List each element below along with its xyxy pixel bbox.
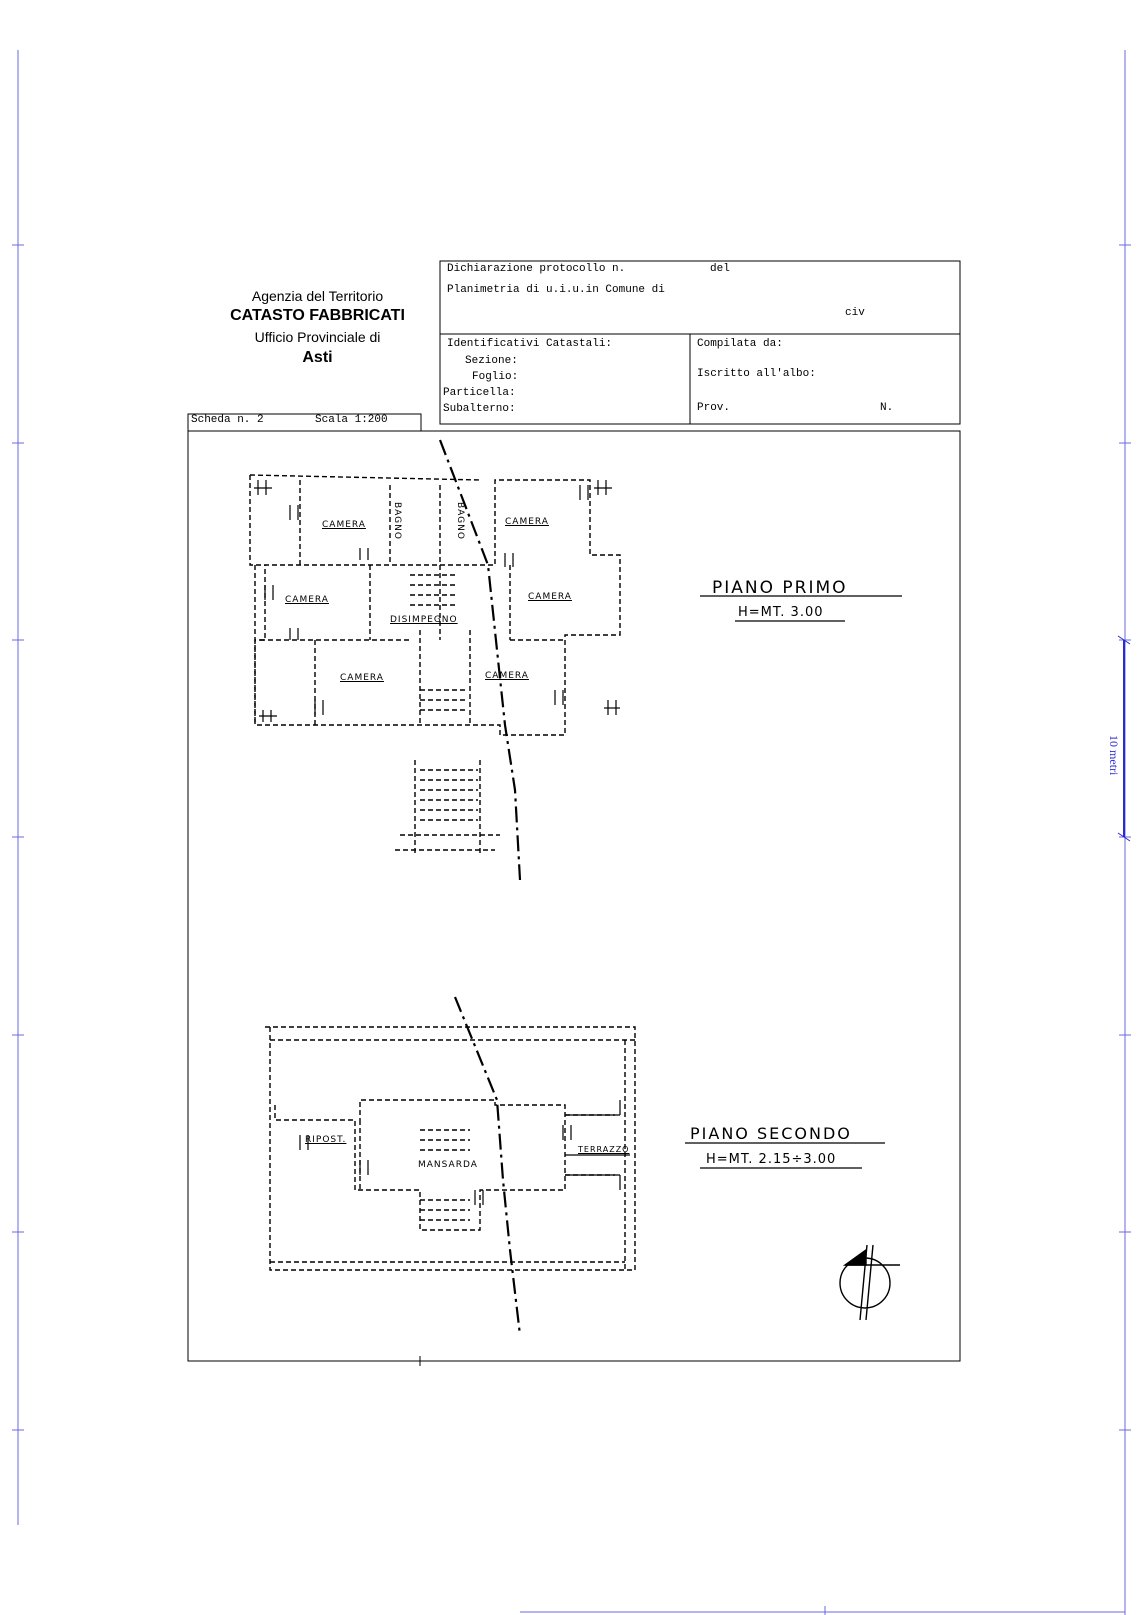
n-label: N. xyxy=(880,402,894,414)
ruler-label: 10 metri xyxy=(1107,735,1121,776)
room-label: CAMERA xyxy=(528,592,572,602)
room-label: BAGNO xyxy=(455,502,465,540)
particella-label: Particella: xyxy=(443,387,516,399)
floor-plan-primo xyxy=(250,475,620,855)
room-label: CAMERA xyxy=(505,517,549,527)
dichiarazione-label: Dichiarazione protocollo n. xyxy=(447,263,626,275)
compilata-label: Compilata da: xyxy=(697,338,783,350)
room-label: CAMERA xyxy=(340,673,384,683)
form-box xyxy=(188,261,960,1361)
foglio-label: Foglio: xyxy=(472,371,519,383)
room-label: TERRAZZO xyxy=(578,1145,630,1154)
room-label: RIPOST. xyxy=(305,1135,347,1145)
room-label: MANSARDA xyxy=(418,1160,478,1170)
subalterno-label: Subalterno: xyxy=(443,403,516,415)
room-label: BAGNO xyxy=(392,502,402,540)
room-label: DISIMPEGNO xyxy=(390,615,458,625)
ufficio-label: Ufficio Provinciale di xyxy=(254,329,381,345)
plan-primo-title: PIANO PRIMO xyxy=(712,578,848,598)
plan-secondo-height: H=MT. 2.15÷3.00 xyxy=(706,1152,837,1167)
planimetria-label: Planimetria di u.i.u.in Comune di xyxy=(447,284,665,296)
room-label: CAMERA xyxy=(285,595,329,605)
catasto-title: CATASTO FABBRICATI xyxy=(230,307,405,324)
office-header xyxy=(200,287,435,369)
plan-primo-height: H=MT. 3.00 xyxy=(738,605,824,620)
identificativi-label: Identificativi Catastali: xyxy=(447,338,613,350)
plan-secondo-title: PIANO SECONDO xyxy=(690,1124,852,1143)
civ-label: civ xyxy=(845,307,865,319)
agency-name: Agenzia del Territorio xyxy=(251,288,384,304)
iscritto-label: Iscritto all'albo: xyxy=(697,368,816,380)
scala-label: Scala 1:200 xyxy=(315,414,388,426)
prov-label: Prov. xyxy=(697,402,731,414)
section-line-primo xyxy=(440,440,520,880)
plan-title-underlines xyxy=(685,596,902,1168)
scheda-label: Scheda n. 2 xyxy=(191,414,264,426)
room-label: CAMERA xyxy=(322,520,366,530)
sezione-label: Sezione: xyxy=(465,355,518,367)
room-label: CAMERA xyxy=(485,671,529,681)
del-label: del xyxy=(710,263,730,275)
north-arrow-icon xyxy=(840,1245,900,1320)
provincia-name: Asti xyxy=(302,349,333,366)
